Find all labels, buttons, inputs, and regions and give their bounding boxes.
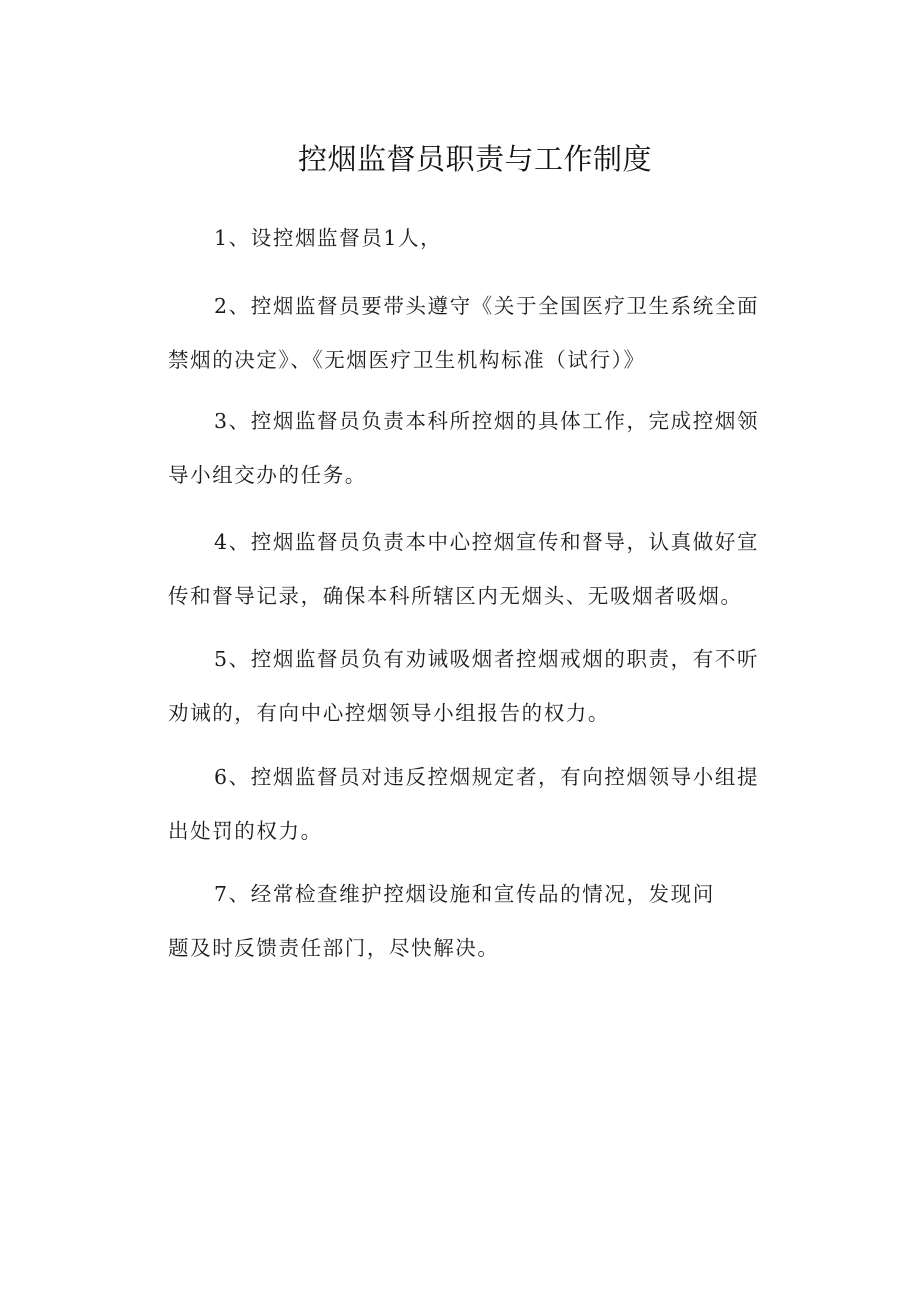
- paragraph-5-line-1: 5、控烟监督员负有劝诫吸烟者控烟戒烟的职责，有不听: [214, 647, 760, 671]
- paragraph-6-line-1: 6、控烟监督员对违反控烟规定者，有向控烟领导小组提: [214, 765, 760, 789]
- document-title: 控烟监督员职责与工作制度: [297, 142, 652, 176]
- paragraph-2-line-1: 2、控烟监督员要带头遵守《关于全国医疗卫生系统全面: [214, 294, 760, 318]
- paragraph-3: [168, 394, 784, 502]
- paragraph-7-line-2: 题及时反馈责任部门，尽快解决。: [168, 936, 500, 960]
- paragraph-7: [168, 867, 784, 975]
- paragraph-2: [168, 279, 784, 387]
- paragraph-4: [168, 515, 784, 623]
- paragraph-4-line-2: 传和督导记录，确保本科所辖区内无烟头、无吸烟者吸烟。: [168, 584, 743, 608]
- paragraph-3-line-2: 导小组交办的任务。: [168, 463, 367, 487]
- paragraph-1-line-1: 1、设控烟监督员1人，: [214, 226, 443, 250]
- paragraph-4-line-1: 4、控烟监督员负责本中心控烟宣传和督导，认真做好宣: [214, 530, 760, 554]
- paragraph-1: [168, 211, 784, 265]
- paragraph-5: [168, 632, 784, 740]
- paragraph-2-line-2: 禁烟的决定》、《无烟医疗卫生机构标准（试行）》: [168, 348, 646, 372]
- paragraph-7-line-1: 7、经常检查维护控烟设施和宣传品的情况，发现问: [214, 882, 715, 906]
- paragraph-5-line-2: 劝诫的，有向中心控烟领导小组报告的权力。: [168, 701, 610, 725]
- paragraph-3-line-1: 3、控烟监督员负责本科所控烟的具体工作，完成控烟领: [214, 409, 760, 433]
- paragraph-6-line-2: 出处罚的权力。: [168, 819, 323, 843]
- paragraph-6: [168, 750, 784, 858]
